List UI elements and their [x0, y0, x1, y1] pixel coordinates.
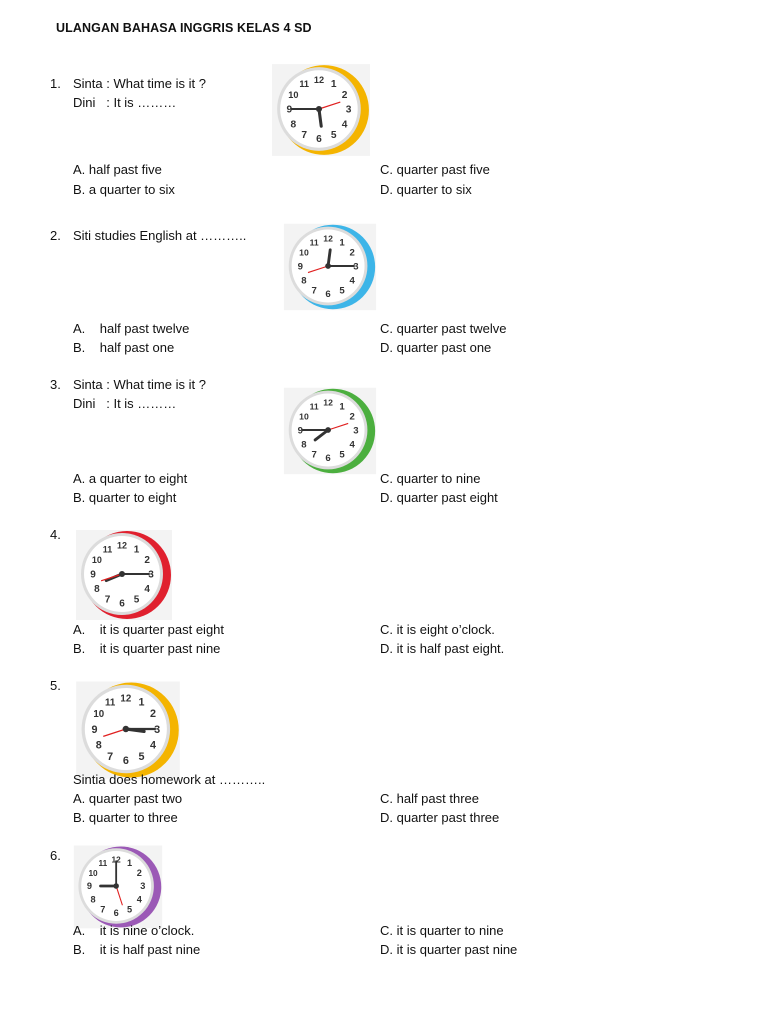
- clock-number: 4: [341, 119, 348, 131]
- clock-number: 9: [86, 881, 93, 892]
- question-3-option-d: D. quarter past eight: [380, 490, 498, 505]
- question-2-number: 2.: [50, 228, 61, 243]
- question-3-line-2: Dini : It is ………: [73, 396, 177, 411]
- question-2-option-a: A. half past twelve: [73, 321, 190, 336]
- question-5-option-d: D. quarter past three: [380, 810, 500, 825]
- clock-number: 2: [349, 247, 355, 259]
- question-4-option-d: D. it is half past eight.: [380, 641, 505, 656]
- clock-image-4: [74, 524, 174, 624]
- clock-number: 11: [105, 697, 116, 709]
- clock-number: 9: [90, 569, 96, 581]
- question-6-option-b: B. it is half past nine: [73, 942, 201, 957]
- clock-number: 11: [309, 401, 319, 412]
- clock-center: [325, 263, 331, 269]
- clock-number: 9: [286, 104, 293, 116]
- clock-number: 6: [325, 453, 331, 465]
- clock-number: 10: [299, 247, 309, 258]
- clock-number: 12: [116, 540, 128, 551]
- clock-center: [119, 571, 125, 577]
- clock-number: 5: [138, 750, 145, 763]
- question-1-option-b: B. a quarter to six: [73, 182, 175, 197]
- clock-image-6: [72, 840, 164, 932]
- question-6-option-d: D. it is quarter past nine: [380, 942, 518, 957]
- question-5-number: 5.: [50, 678, 61, 693]
- clock-number: 7: [100, 904, 106, 915]
- question-1-line-2: Dini : It is ………: [73, 95, 177, 110]
- clock-number: 12: [323, 233, 333, 244]
- question-2-option-c: C. quarter past twelve: [380, 321, 507, 336]
- question-6-number: 6.: [50, 848, 61, 863]
- clock-number: 3: [148, 569, 154, 581]
- clock-center: [123, 726, 129, 732]
- clock-number: 9: [91, 723, 98, 736]
- question-1-line-1: Sinta : What time is it ?: [73, 76, 206, 91]
- clock-number: 10: [91, 555, 102, 565]
- clock-number: 11: [102, 544, 113, 555]
- clock-image-5: [74, 675, 182, 783]
- clock-number: 7: [107, 750, 114, 763]
- question-2-option-b: B. half past one: [73, 340, 175, 355]
- clock-number: 8: [95, 739, 102, 752]
- clock-image-1: [270, 58, 372, 160]
- clock-image-2: [282, 218, 378, 314]
- clock-number: 5: [339, 285, 345, 297]
- clock-number: 7: [301, 130, 308, 142]
- clock-number: 3: [140, 881, 146, 892]
- question-4-option-c: C. it is eight o’clock.: [380, 622, 495, 637]
- clock-number: 8: [301, 439, 307, 451]
- question-3-number: 3.: [50, 377, 61, 392]
- clock-number: 6: [325, 289, 331, 301]
- clock-number: 11: [98, 859, 108, 869]
- clock-number: 3: [353, 425, 359, 437]
- clock-number: 2: [149, 708, 156, 721]
- clock-number: 5: [330, 130, 337, 142]
- clock-number: 4: [136, 894, 142, 905]
- clock-number: 10: [93, 709, 105, 721]
- clock-number: 8: [90, 894, 96, 905]
- question-4-number: 4.: [50, 527, 61, 542]
- clock-number: 2: [349, 411, 355, 423]
- clock-number: 1: [339, 237, 345, 249]
- clock-face-icon: [74, 524, 174, 624]
- question-3-option-a: A. a quarter to eight: [73, 471, 188, 486]
- clock-face-icon: [72, 840, 164, 932]
- clock-number: 5: [126, 904, 133, 915]
- clock-number: 1: [330, 78, 337, 90]
- clock-center: [113, 883, 119, 889]
- question-1-option-d: D. quarter to six: [380, 182, 472, 197]
- clock-number: 10: [299, 411, 309, 422]
- clock-number: 4: [149, 739, 156, 752]
- clock-number: 9: [297, 425, 303, 437]
- question-5-line-1: Sintia does homework at ………..: [73, 772, 266, 787]
- clock-number: 8: [94, 584, 100, 595]
- clock-number: 2: [341, 89, 348, 101]
- clock-number: 2: [136, 867, 142, 878]
- clock-center: [325, 427, 331, 433]
- question-2-option-d: D. quarter past one: [380, 340, 492, 355]
- clock-number: 11: [299, 78, 310, 89]
- clock-number: 4: [349, 439, 355, 451]
- clock-number: 12: [120, 693, 132, 705]
- clock-image-3: [282, 382, 378, 478]
- clock-number: 9: [297, 261, 303, 273]
- page-title: ULANGAN BAHASA INGGRIS KELAS 4 SD: [56, 21, 312, 35]
- clock-number: 8: [290, 119, 297, 131]
- clock-number: 7: [311, 285, 317, 297]
- clock-number: 7: [104, 594, 111, 606]
- clock-number: 10: [288, 89, 299, 100]
- clock-number: 6: [122, 755, 129, 768]
- question-1-option-a: A. half past five: [73, 162, 162, 177]
- question-4-option-a: A. it is quarter past eight: [73, 622, 225, 637]
- question-5-option-a: A. quarter past two: [73, 791, 183, 806]
- clock-number: 10: [88, 868, 98, 878]
- clock-face-icon: [74, 675, 182, 783]
- clock-number: 4: [144, 584, 150, 595]
- clock-number: 5: [339, 449, 345, 461]
- clock-number: 4: [349, 275, 355, 287]
- question-5-option-b: B. quarter to three: [73, 810, 178, 825]
- clock-number: 12: [111, 855, 121, 865]
- clock-number: 2: [144, 555, 150, 566]
- clock-number: 1: [126, 858, 133, 869]
- clock-number: 5: [133, 594, 140, 606]
- question-4-option-b: B. it is quarter past nine: [73, 641, 221, 656]
- question-1-number: 1.: [50, 76, 61, 91]
- clock-number: 11: [309, 237, 319, 248]
- question-3-line-1: Sinta : What time is it ?: [73, 377, 206, 392]
- clock-face-icon: [282, 218, 378, 314]
- question-6-option-a: A. it is nine o’clock.: [73, 923, 195, 938]
- clock-face-icon: [270, 58, 372, 160]
- question-2-line-1: Siti studies English at ………..: [73, 228, 247, 243]
- clock-number: 12: [323, 397, 333, 408]
- clock-number: 6: [119, 598, 125, 610]
- clock-face-icon: [282, 382, 378, 478]
- clock-number: 3: [154, 723, 161, 736]
- clock-center: [316, 106, 322, 112]
- question-6-option-c: C. it is quarter to nine: [380, 923, 504, 938]
- question-3-option-c: C. quarter to nine: [380, 471, 481, 486]
- clock-number: 6: [316, 134, 322, 146]
- clock-number: 3: [353, 261, 359, 273]
- clock-number: 1: [339, 401, 345, 413]
- clock-number: 12: [313, 74, 325, 85]
- question-1-option-c: C. quarter past five: [380, 162, 490, 177]
- question-3-option-b: B. quarter to eight: [73, 490, 177, 505]
- question-5-option-c: C. half past three: [380, 791, 479, 806]
- clock-number: 1: [133, 544, 140, 556]
- clock-number: 8: [301, 275, 307, 287]
- clock-number: 6: [113, 907, 119, 918]
- clock-number: 7: [311, 449, 317, 461]
- clock-number: 3: [345, 104, 352, 116]
- clock-number: 1: [138, 696, 145, 709]
